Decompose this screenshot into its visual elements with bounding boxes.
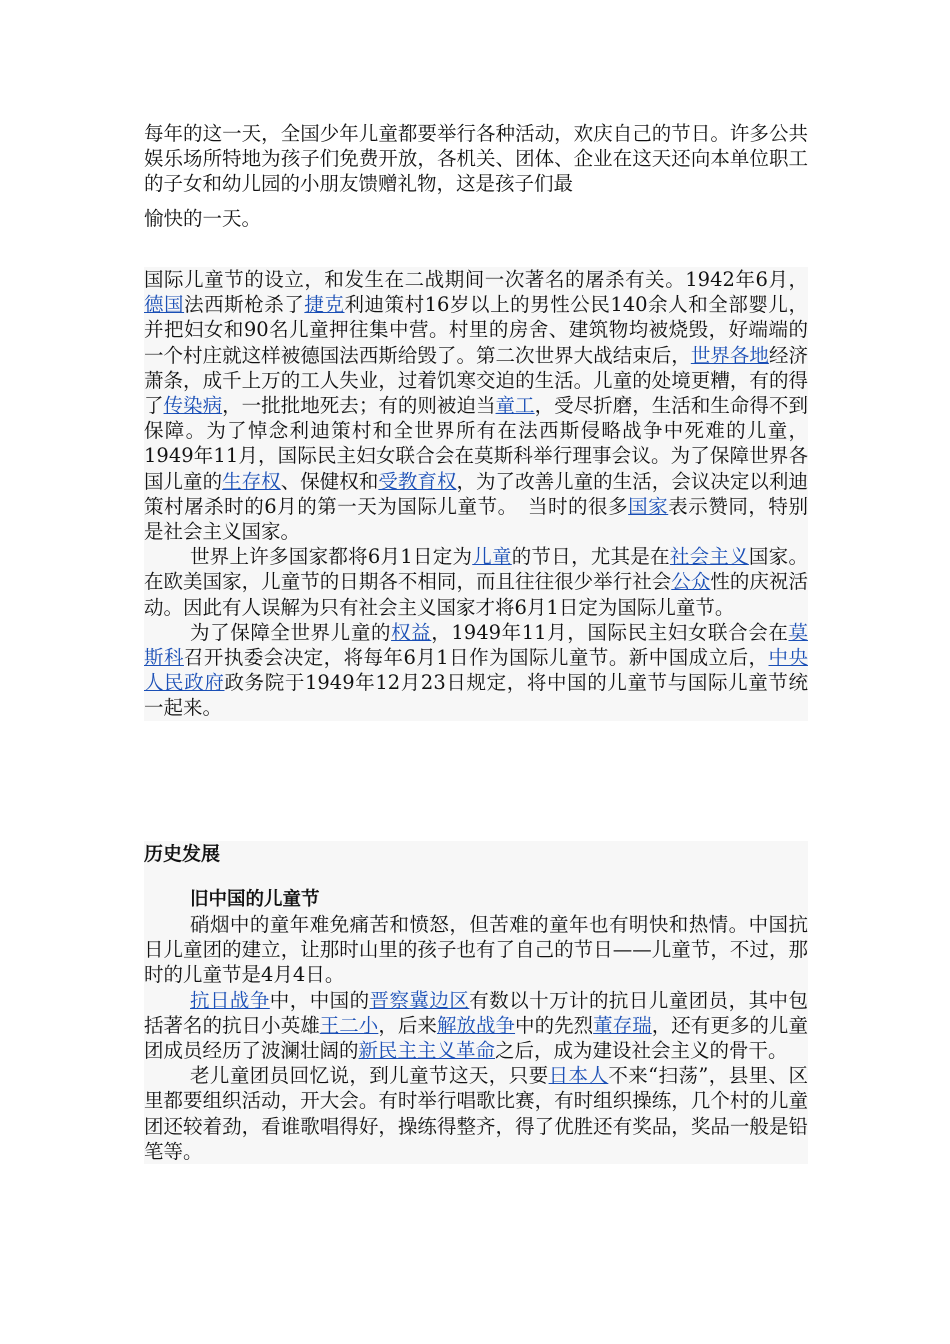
text: ，1949年11月，国际民主妇女联合会在 bbox=[431, 620, 789, 644]
text: 之后，成为建设社会主义的骨干。 bbox=[495, 1039, 788, 1063]
text: ，为了改善儿童的生活，会议决定以利迪策村屠杀时的6月的第一天为国际儿童节。 当时的很多 bbox=[144, 469, 808, 518]
link-infectious-disease[interactable]: 传染病 bbox=[163, 394, 223, 418]
section-subheading: 旧中国的儿童节 bbox=[190, 889, 320, 910]
link-public[interactable]: 公众 bbox=[671, 570, 711, 594]
text: 中的先烈 bbox=[515, 1013, 594, 1037]
link-right-to-education[interactable]: 受教育权 bbox=[378, 469, 457, 493]
text: 老儿童团员回忆说，到儿童节这天，只要 bbox=[190, 1064, 549, 1088]
text: 国际儿童节的设立，和发生在二战期间一次著名的屠杀有关。1942年6月， bbox=[144, 268, 808, 291]
link-wang-erxiao[interactable]: 王二小 bbox=[319, 1013, 379, 1037]
link-czech[interactable]: 捷克 bbox=[304, 293, 345, 317]
link-country[interactable]: 国家 bbox=[628, 494, 669, 518]
link-dong-cunrui[interactable]: 董存瑞 bbox=[593, 1013, 652, 1037]
text: 性的庆祝活动。因此有人误解为只有社会主义国家才将6月1日定为国际儿童节。 bbox=[144, 570, 808, 619]
text: 、保健权和 bbox=[280, 469, 379, 493]
origin-paragraph-2 bbox=[144, 544, 808, 620]
link-liberation-war[interactable]: 解放战争 bbox=[436, 1013, 516, 1037]
intro-section bbox=[144, 121, 808, 231]
history-paragraph-1: 硝烟中的童年难免痛苦和愤怒，但苦难的童年也有明快和热情。中国抗日儿童团的建立，让那时山里的孩子也有了自己的节日——儿童节，不过，那时的儿童节是4月4日。 bbox=[144, 913, 808, 987]
text: 利迪策村16岁以上的男性公民140余人和全部婴儿，并把妇女和90名儿童押往集中营。村里的房舍、建筑物均被烧毁，好端端的一个村庄就这样被德国法西斯给毁了。第二次世界大战结束后， bbox=[144, 293, 808, 367]
text: ，一批批地死去；有的则被迫当 bbox=[222, 394, 496, 418]
intro-paragraph bbox=[144, 121, 808, 197]
text: 法西斯枪杀了 bbox=[184, 293, 305, 317]
origin-paragraph-3 bbox=[144, 620, 808, 721]
link-rights[interactable]: 权益 bbox=[391, 620, 432, 644]
text: 表示赞同，特别是社会主义国家。 bbox=[144, 494, 808, 544]
link-right-to-life[interactable]: 生存权 bbox=[222, 469, 281, 493]
link-germany[interactable]: 德国 bbox=[144, 293, 185, 317]
origin-section bbox=[144, 267, 808, 721]
text: 经济萧条，成千上万的工人失业，过着饥寒交迫的生活。儿童的处境更糟，有的得了 bbox=[144, 343, 808, 418]
origin-paragraph-1 bbox=[144, 267, 808, 544]
text: 政务院于1949年12月23日规定，将中国的儿童节与国际儿童节统一起来。 bbox=[144, 671, 808, 720]
text: 召开执委会决定，将每年6月1日作为国际儿童节。新中国成立后， bbox=[183, 646, 769, 670]
text: 国家。在欧美国家，儿童节的日期各不相同，而且往往很少举行社会 bbox=[144, 545, 808, 594]
text: ，受尽折磨，生活和生命得不到保障。为了悼念利迪策村和全世界所有在法西斯侵略战争中死难的儿童，1949年11月，国际民主妇女联合会在莫斯科举行理事会议。为了保障世界各国儿童的 bbox=[144, 394, 808, 493]
text: 有数以十万计的抗日儿童团员，其中包括著名的抗日小英雄 bbox=[144, 988, 808, 1037]
intro-paragraph-end bbox=[144, 206, 808, 231]
link-war-of-resistance[interactable]: 抗日战争 bbox=[190, 988, 270, 1012]
intro-text-end: 愉快的一天。 bbox=[144, 206, 262, 230]
text: 的节日，尤其是在 bbox=[511, 545, 670, 569]
history-section bbox=[144, 841, 808, 1164]
link-new-democratic-revolution[interactable]: 新民主主义革命 bbox=[358, 1039, 496, 1063]
text: 为了保障全世界儿童的 bbox=[190, 620, 392, 644]
link-child-labor[interactable]: 童工 bbox=[495, 394, 535, 418]
link-children[interactable]: 儿童 bbox=[472, 545, 512, 569]
link-japanese[interactable]: 日本人 bbox=[548, 1064, 609, 1088]
section-heading: 历史发展 bbox=[144, 843, 221, 865]
link-world[interactable]: 世界各地 bbox=[690, 343, 769, 367]
link-moscow[interactable]: 莫斯科 bbox=[144, 620, 808, 670]
text: ，还有更多的儿童团成员经历了波澜壮阔的 bbox=[144, 1013, 808, 1063]
link-socialism[interactable]: 社会主义 bbox=[669, 545, 749, 569]
link-jinchaji-border-region[interactable]: 晋察冀边区 bbox=[369, 988, 470, 1012]
text: 中，中国的 bbox=[269, 988, 370, 1012]
text: 不来“扫荡”，县里、区里都要组织活动，开大会。有时举行唱歌比赛，有时组织操练，几个村的儿童团还较着劲，看谁歌唱得好，操练得整齐，得了优胜还有奖品，奖品一般是铅笔等。 bbox=[144, 1064, 808, 1163]
text: ，后来 bbox=[378, 1013, 437, 1037]
text: 世界上许多国家都将6月1日定为 bbox=[190, 545, 473, 569]
link-central-government[interactable]: 中央人民政府 bbox=[144, 646, 808, 695]
history-paragraph-2 bbox=[144, 988, 808, 1064]
history-paragraph-3 bbox=[144, 1063, 808, 1164]
intro-text: 每年的这一天，全国少年儿童都要举行各种活动，欢庆自己的节日。许多公共娱乐场所特地为孩子们免费开放，各机关、团体、企业在这天还向本单位职工的子女和幼儿园的小朋友馈赠礼物，这是孩子们最 bbox=[144, 122, 808, 196]
